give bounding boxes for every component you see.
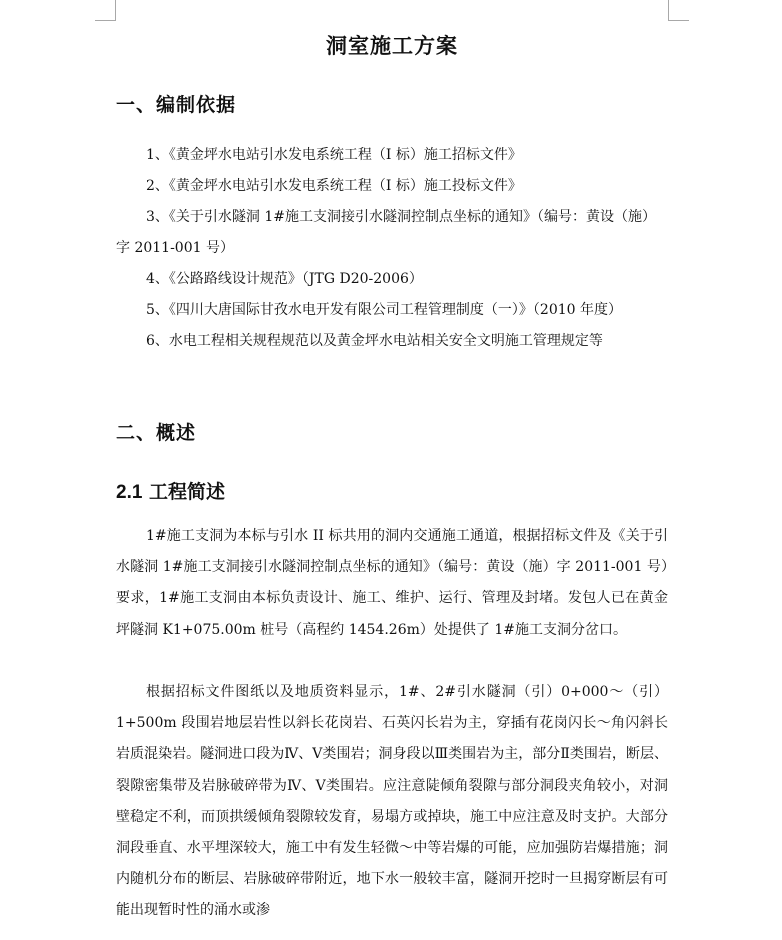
section-1-heading: 一、编制依据 [116,94,237,116]
reference-item-2: 2、《黄金坪水电站引水发电系统工程（I 标）施工投标文件》 [146,178,522,194]
reference-item-6: 6、水电工程相关规程规范以及黄金坪水电站相关安全文明施工管理规定等 [146,333,603,349]
corner-mark-left-v [115,0,116,20]
body-paragraph-1: 1#施工支洞为本标与引水 II 标共用的洞内交通施工通道，根据招标文件及《关于引水隧洞 1#施工支洞接引水隧洞控制点坐标的通知》（编号：黄设（施）字 2011-001 号）要求，1#施工支洞由本标负责设计、施工、维护、运行、管理及封堵。发包人已在黄金坪隧洞 K1+075.00m 桩号（高程约 1454.26m）处提供了 1#施工支洞分岔口。 [116,528,668,638]
section-2-heading: 二、概述 [116,422,197,444]
reference-item-3: 3、《关于引水隧洞 1#施工支洞接引水隧洞控制点坐标的通知》（编号：黄设（施）字 2011-001 号） [116,209,656,256]
corner-mark-left-h [95,20,116,21]
body-paragraph-2: 根据招标文件图纸以及地质资料显示，1#、2#引水隧洞（引）0+000～（引）1+500m 段围岩地层岩性以斜长花岗岩、石英闪长岩为主，穿插有花岗闪长～角闪斜长岩质混染岩。隧洞进口段为Ⅳ、Ⅴ类围岩；洞身段以Ⅲ类围岩为主，部分Ⅱ类围岩，断层、裂隙密集带及岩脉破碎带为Ⅳ、Ⅴ类围岩。应注意陡倾角裂隙与部分洞段夹角较小，对洞壁稳定不利，而顶拱缓倾角裂隙较发育，易塌方或掉块，施工中应注意及时支护。大部分洞段垂直、水平埋深较大，施工中有发生轻微～中等岩爆的可能，应加强防岩爆措施；洞内随机分布的断层、岩脉破碎带附近，地下水一般较丰富，隧洞开挖时一旦揭穿断层有可能出现暂时性的涌水或渗 [116,684,668,919]
corner-mark-right-v [668,0,669,20]
subsection-heading [116,477,225,504]
subsection-number: 2.1 [116,482,143,503]
reference-list [116,140,668,357]
document-title: 洞室施工方案 [326,33,458,58]
corner-mark-right-h [668,20,689,21]
reference-item-1: 1、《黄金坪水电站引水发电系统工程（I 标）施工招标文件》 [146,147,522,163]
reference-item-4: 4、《公路路线设计规范》（JTG D20-2006） [146,271,423,287]
reference-item-5: 5、《四川大唐国际甘孜水电开发有限公司工程管理制度（一）》（2010 年度） [146,302,622,318]
subsection-title: 工程简述 [149,481,226,503]
